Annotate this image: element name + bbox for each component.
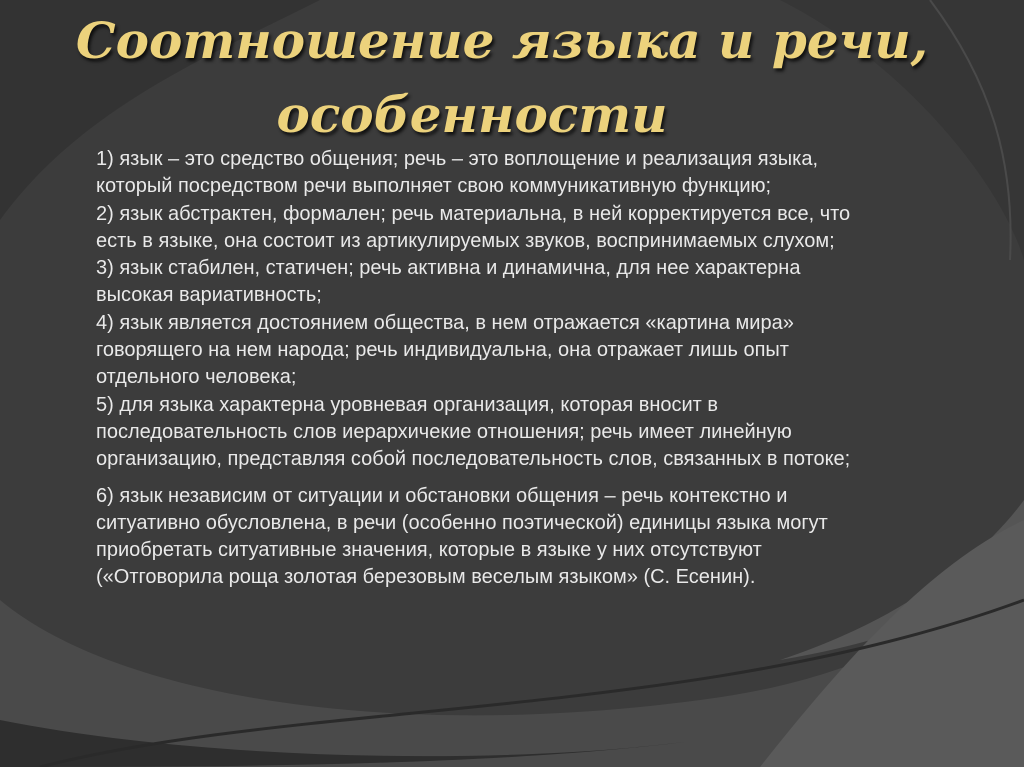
list-item-6: 6) язык независим от ситуации и обстановки общения – речь контекстно и ситуативно обусловлена, в речи (особенно поэтической) единицы языка могут приобретать ситуативные значения, которые в языке у них отсутствуют («Отговорила роща золотая березовым веселым языком» (С. Есенин). <box>96 484 828 589</box>
slide-body <box>96 146 876 592</box>
list-item-3: 3) язык стабилен, статичен; речь активна и динамична, для нее характерна высокая вариативность; <box>96 257 801 307</box>
list-item-1: 1) язык – это средство общения; речь – это воплощение и реализация языка, который посредством речи выполняет свою коммуникативную функцию; <box>96 148 819 198</box>
slide-title <box>0 4 1024 152</box>
list-item-4: 4) язык является достоянием общества, в нем отражается «картина мира» говорящего на нем народа; речь индивидуальна, она отражает лишь опыт отдельного человека; <box>96 311 794 389</box>
list-item-2: 2) язык абстрактен, формален; речь материальна, в ней корректируется все, что есть в языке, она состоит из артикулируемых звуков, воспринимаемых слухом; <box>96 202 851 252</box>
list-item-5: 5) для языка характерна уровневая организация, которая вносит в последовательность слов иерархичекие отношения; речь имеет линейную организацию, представляя собой последовательность слов, связанных в потоке; <box>96 393 851 471</box>
title-line-1: Соотношение языка и речи, <box>75 11 929 70</box>
title-line-2: особенности <box>276 85 668 144</box>
